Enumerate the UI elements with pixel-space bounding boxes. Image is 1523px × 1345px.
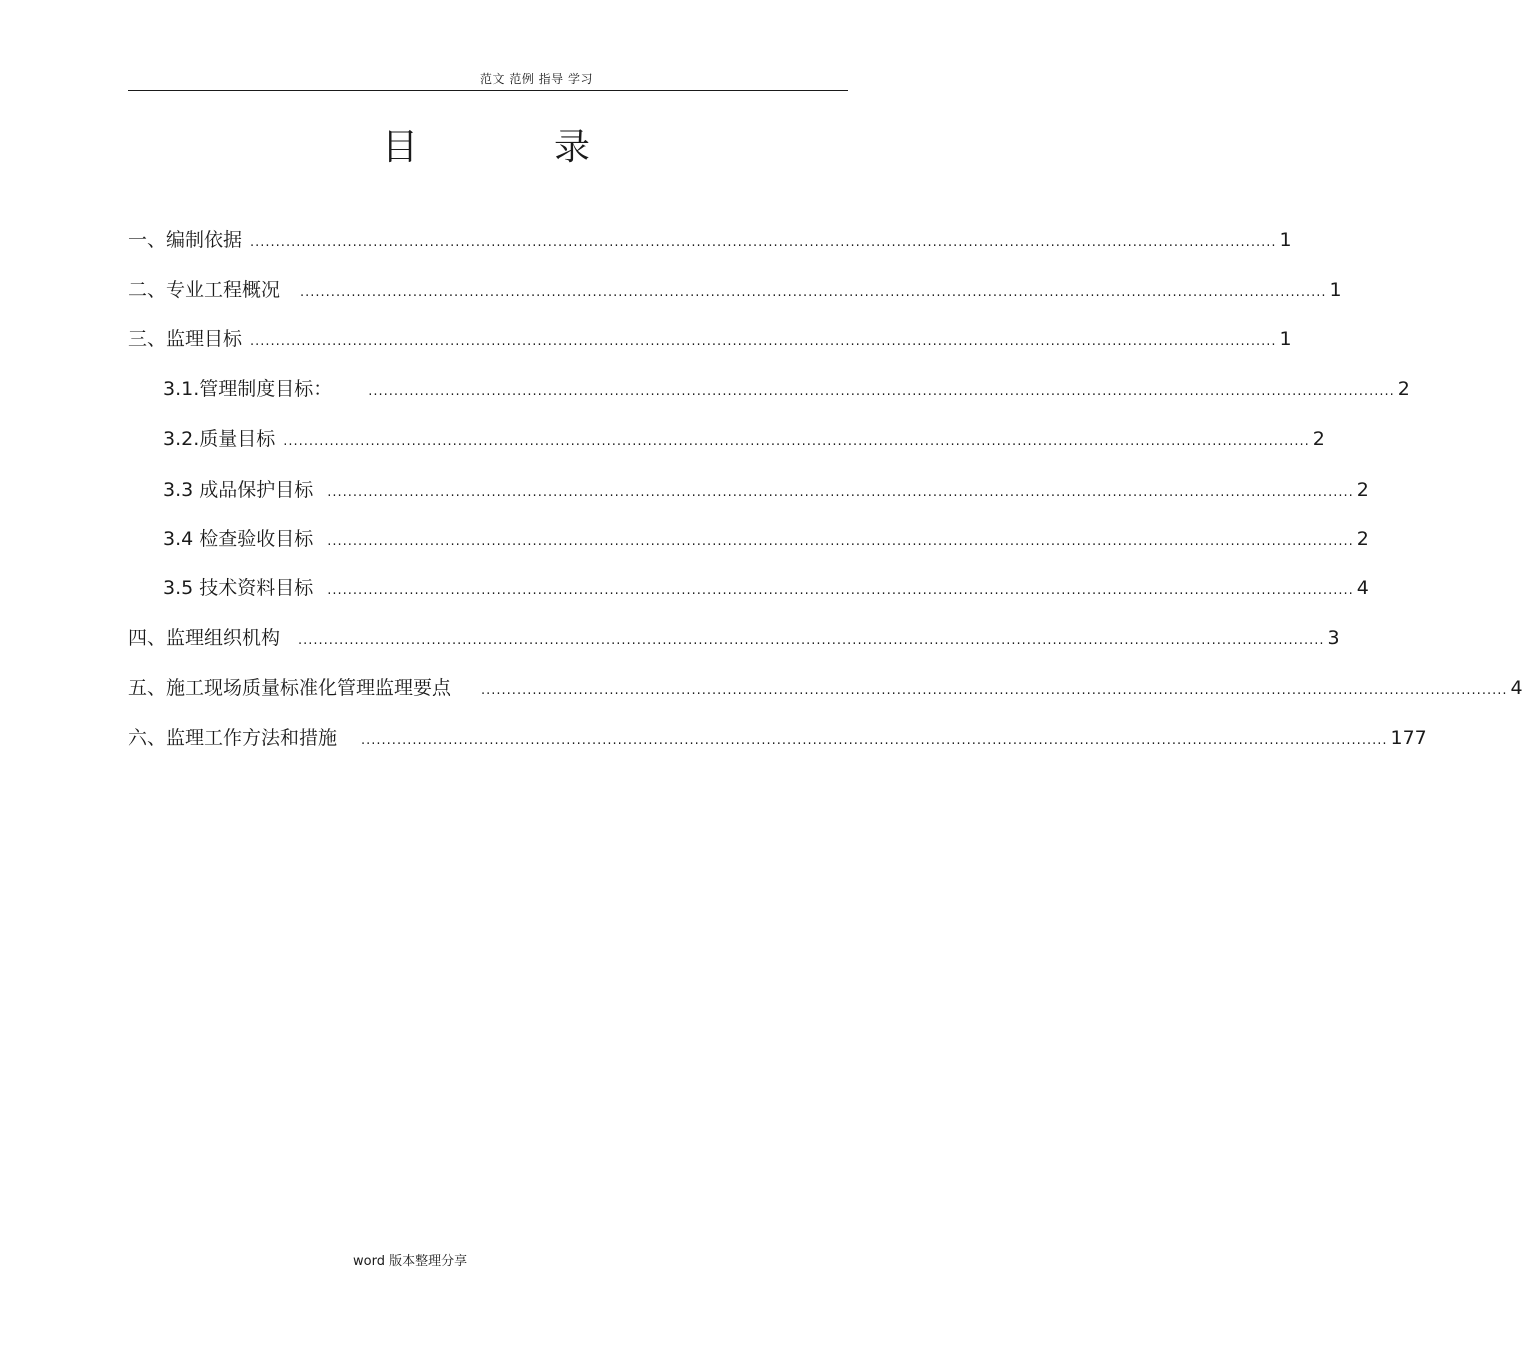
toc-entry[interactable] — [128, 724, 1427, 752]
toc-entry-page: 177 — [1390, 727, 1427, 749]
toc-dot-leader: ........................................................................................................................................................................................................ — [300, 285, 1327, 300]
toc-entry-page: 2 — [1312, 428, 1325, 450]
toc-entry-page: 2 — [1356, 479, 1369, 501]
toc-entry-label: 二、专业工程概况 — [128, 279, 281, 301]
title-char-2: 录 — [554, 127, 591, 168]
toc-dot-leader: ........................................................................................................................................................................................................ — [368, 384, 1395, 399]
toc-entry-label: 3.3 成品保护目标 — [163, 479, 314, 501]
toc-dot-leader: ........................................................................................................................................................................................................ — [250, 235, 1277, 250]
toc-dot-leader: ........................................................................................................................................................................................................ — [283, 434, 1310, 449]
toc-dot-leader: ........................................................................................................................................................................................................ — [361, 733, 1388, 748]
title-char-1: 目 — [382, 127, 419, 168]
toc-entry-page: 4 — [1510, 677, 1523, 699]
toc-entry-page: 3 — [1327, 627, 1340, 649]
toc-entry-label: 3.2.质量目标 — [163, 428, 276, 450]
toc-entry-label: 五、施工现场质量标准化管理监理要点 — [128, 677, 452, 699]
toc-entry[interactable] — [128, 325, 1292, 353]
toc-dot-leader: ........................................................................................................................................................................................................ — [250, 334, 1277, 349]
toc-entry[interactable] — [163, 525, 1369, 553]
toc-entry-page: 1 — [1329, 279, 1342, 301]
toc-entry-page: 2 — [1397, 378, 1410, 400]
toc-entry[interactable] — [163, 375, 1410, 403]
toc-dot-leader: ........................................................................................................................................................................................................ — [481, 683, 1508, 698]
toc-entry-label: 六、监理工作方法和措施 — [128, 727, 338, 749]
toc-entry-page: 1 — [1279, 229, 1292, 251]
toc-entry-label: 3.5 技术资料目标 — [163, 577, 314, 599]
toc-entry[interactable] — [163, 476, 1369, 504]
toc-entry[interactable] — [128, 276, 1342, 304]
toc-entry[interactable] — [128, 624, 1340, 652]
toc-entry-page: 4 — [1356, 577, 1369, 599]
toc-dot-leader: ........................................................................................................................................................................................................ — [327, 534, 1354, 549]
toc-dot-leader: ........................................................................................................................................................................................................ — [327, 485, 1354, 500]
toc-entry-label: 一、编制依据 — [128, 229, 243, 251]
page-title — [382, 124, 598, 172]
page-footer: word 版本整理分享 — [353, 1254, 468, 1269]
header-divider — [128, 90, 848, 91]
toc-entry-page: 1 — [1279, 328, 1292, 350]
toc-entry-label: 三、监理目标 — [128, 328, 243, 350]
toc-entry[interactable] — [163, 574, 1369, 602]
header-text: 范文 范例 指导 学习 — [480, 72, 593, 86]
toc-entry-label: 四、监理组织机构 — [128, 627, 281, 649]
toc-dot-leader: ........................................................................................................................................................................................................ — [298, 633, 1325, 648]
toc-entry-label: 3.1.管理制度目标： — [163, 378, 333, 400]
toc-entry[interactable] — [163, 425, 1325, 453]
toc-entry-page: 2 — [1356, 528, 1369, 550]
toc-entry-label: 3.4 检查验收目标 — [163, 528, 314, 550]
toc-entry[interactable] — [128, 226, 1292, 254]
toc-entry[interactable] — [128, 674, 1523, 702]
toc-dot-leader: ........................................................................................................................................................................................................ — [327, 583, 1354, 598]
